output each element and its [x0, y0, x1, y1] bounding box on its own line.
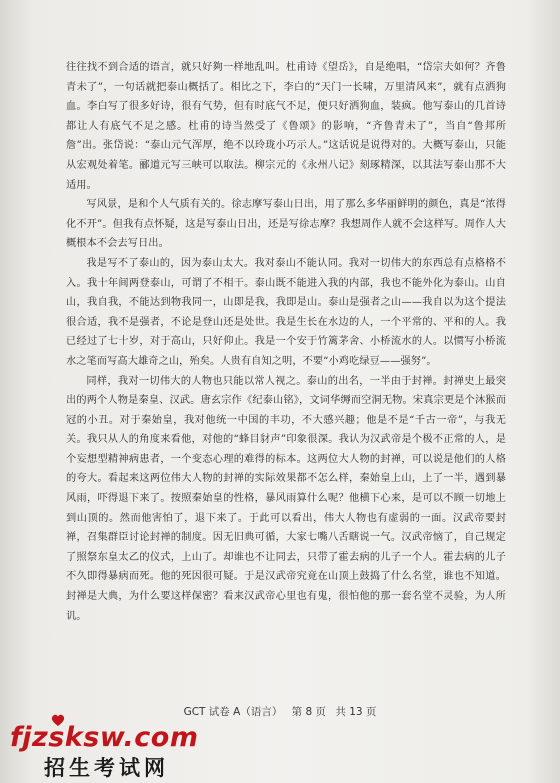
watermark-slogan: 招生考试网 — [44, 755, 169, 780]
passage-paragraph-3: 我是写不了泰山的，因为泰山太大。我对泰山不能认同。我对一切伟大的东西总有点格格不入。我十年间两登泰山，可谓了不相干。泰山既不能进入我的内部，我也不能外化为泰山。山自山，我自我，不能达到物我同一，山即是我，我即是山。泰山是强者之山——我自以为这个提法很合适，我不是强者，不论是登山还是处世。我是生长在水边的人，一个平常的、平和的人。我已经过了七十岁，对于高山，只好仰止。我是一个安于竹篱茅舍、小桥流水的人。以惯写小桥流水之笔而写高大雄奇之山，殆矣。人贵有自知之明，不要“小鸡吃绿豆——强努”。 — [66, 257, 506, 367]
passage-paragraph-2: 写风景，是和个人气质有关的。徐志摩写泰山日出，用了那么多华丽鲜明的颜色，真是“浓得化不开”。但我有点怀疑，这是写泰山日出，还是写徐志摩？我想周作人就不会这样写。周作人大概根本不会去写日出。 — [66, 199, 506, 250]
footer-total-pages: 共 13 页 — [335, 706, 377, 718]
footer-exam-title: GCT 试卷 A（语言） — [183, 706, 283, 718]
passage-paragraph-4: 同样，我对一切伟大的人物也只能以常人视之。泰山的出名，一半由于封禅。封禅史上最突出的两个人物是秦皇、汉武。唐玄宗作《纪泰山铭》，文词华缛而空洞无物。宋真宗更是个沐猴而冠的小丑。对于秦始皇，我对他统一中国的丰功，不大感兴趣；他是不是“千古一帝”，与我无关。我只从人的角度来看他，对他的“蜂目豺声”印象很深。我认为汉武帝是个极不正常的人，是个妄想型精神病患者，一个变态心理的难得的标本。这两位大人物的封禅，可以说是他们的人格的夸大。看起来这两位伟大人物的封禅的实际效果都不怎么样，秦始皇上山，上了一半，遇到暴风雨，吓得退下来了。按照秦始皇的性格，暴风雨算什么呢？他横下心来，是可以不顾一切地上到山顶的。然而他害怕了，退下来了。于此可以看出，伟大人物也有虚弱的一面。汉武帝要封禅，召集群臣讨论封禅的制度。因无旧典可循，大家七嘴八舌瞎说一气。汉武帝恼了，自己规定了照祭东皇太乙的仪式，上山了。却谁也不让同去，只带了霍去病的儿子一个人。霍去病的儿子不久即得暴病而死。他的死因很可疑。于是汉武帝究竟在山顶上鼓捣了什么名堂，谁也不知道。封禅是大典，为什么要这样保密？看来汉武帝心里也有鬼，很怕他的那一套名堂不灵验，为人所讥。 — [66, 375, 506, 622]
watermark-url[interactable]: fjzsksw.com — [10, 722, 199, 753]
footer-page-number: 第 8 页 — [291, 706, 327, 718]
passage-paragraph-1: 往往找不到合适的语言，就只好夠一样地乱叫。杜甫诗《望岳》，自是绝唱，“岱宗夫如何？齐鲁青未了”，一句话就把泰山概括了。相比之下，李白的“天门一长啸，万里清风来”，就有点洒狗血。李白写了很多好诗，很有气势，但有时底气不足，便只好洒狗血，装疯。他写泰山的几首诗都让人有底气不足之感。杜甫的诗当然受了《鲁颂》的影响，“齐鲁青未了”，当自“鲁邦所詹”出。张岱说：“泰山元气浑厚，绝不以玲珑小巧示人。”这话说是说得对的。大概写泰山，只能从宏观处着笔。郦道元写三峡可以取法。柳宗元的《永州八记》刻琢精深，以其法写泰山那不大适用。 — [66, 62, 506, 191]
passage-body — [66, 58, 506, 626]
page-footer — [0, 704, 560, 719]
